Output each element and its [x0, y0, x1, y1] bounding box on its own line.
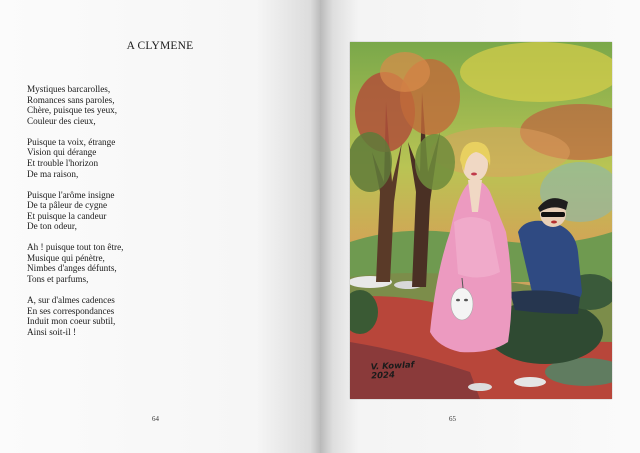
poem-line: Nimbes d'anges défunts,: [27, 263, 117, 274]
poem-line: A, sur d'almes cadences: [27, 295, 115, 306]
rock: [514, 377, 546, 387]
poem-line: De ton odeur,: [27, 221, 77, 232]
page-number-left: 64: [152, 415, 159, 423]
poem-line: Et trouble l'horizon: [27, 157, 99, 168]
painting-svg: [350, 42, 612, 399]
white-mask: [451, 288, 473, 320]
poem-line: Romances sans paroles,: [27, 94, 115, 105]
poem-line: Chère, puisque tes yeux,: [27, 105, 118, 116]
rock: [468, 383, 492, 391]
tree-foliage: [380, 52, 430, 92]
woman-lips: [471, 173, 477, 176]
poem-line: Couleur des cieux,: [27, 115, 96, 126]
mask-eye: [456, 299, 460, 302]
poem-line: Puisque ta voix, étrange: [27, 136, 116, 147]
poem-title: A CLYMENE: [126, 40, 194, 52]
poem-body: [27, 84, 297, 348]
poem-line: Induit mon coeur subtil,: [27, 316, 116, 327]
stanza: [27, 84, 297, 126]
stanza: [27, 242, 297, 284]
stanza: [27, 137, 297, 179]
page-number-right: 65: [449, 415, 456, 423]
poem-line: En ses correspondances: [27, 305, 115, 316]
painting-signature: V. Kowlaf 2024: [370, 360, 415, 382]
man-lips: [551, 221, 557, 224]
stanza: [27, 295, 297, 337]
tree-foliage: [350, 132, 392, 192]
man-mask: [541, 212, 565, 217]
painting-illustration: [350, 42, 612, 399]
poem-line: Tons et parfums,: [27, 274, 89, 285]
tree-foliage: [415, 134, 455, 190]
poem-line: De ma raison,: [27, 168, 79, 179]
poem-line: Ah ! puisque tout ton être,: [27, 242, 124, 253]
poem-line: Et puisque la candeur: [27, 210, 107, 221]
poem-line: Musique qui pénètre,: [27, 252, 105, 263]
poem-line: De ta pâleur de cygne: [27, 200, 108, 211]
stanza: [27, 190, 297, 232]
poem-line: Ainsi soit-il !: [27, 326, 77, 337]
poem-line: Vision qui dérange: [27, 147, 97, 158]
mask-eye: [464, 299, 468, 302]
poem-line: Mystiques barcarolles,: [27, 84, 111, 94]
poem-line: Puisque l'arôme insigne: [27, 189, 115, 200]
